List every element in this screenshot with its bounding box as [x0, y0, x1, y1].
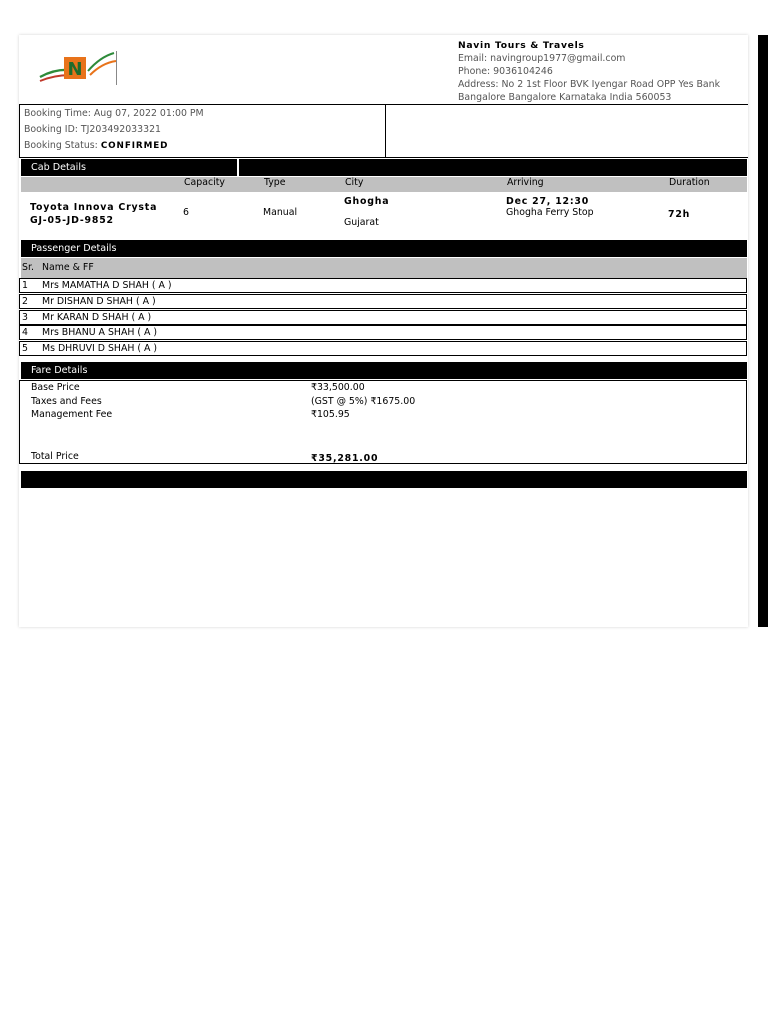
status-badge: CONFIRMED — [100, 141, 169, 151]
passenger-sr: 4 — [22, 327, 28, 338]
base-price-label: Base Price — [31, 382, 80, 393]
booking-id: Booking ID: TJ203492033321 — [24, 124, 161, 135]
col-type: Type — [264, 177, 286, 188]
col-arriving: Arriving — [507, 177, 544, 188]
vehicle-registration: GJ-05-JD-9852 — [30, 215, 114, 226]
company-info — [458, 39, 748, 104]
svg-text:N: N — [67, 59, 83, 80]
company-phone: Phone: 9036104246 — [458, 66, 553, 77]
col-city: City — [345, 177, 364, 188]
company-logo — [38, 49, 118, 89]
footer-bar — [21, 471, 747, 488]
company-address: Address: No 2 1st Floor BVK Iyengar Road OPP Yes Bank — [458, 79, 721, 90]
passenger-sr: 2 — [22, 296, 28, 307]
company-email: Email: navingroup1977@gmail.com — [458, 53, 626, 64]
cab-duration: 72h — [668, 209, 691, 220]
management-fee-value: ₹105.95 — [311, 409, 350, 420]
header-divider — [237, 159, 239, 176]
cab-city: Ghogha — [344, 196, 390, 207]
total-price-label: Total Price — [31, 451, 79, 462]
taxes-label: Taxes and Fees — [31, 396, 102, 407]
passenger-details-header — [21, 240, 747, 257]
col-duration: Duration — [669, 177, 710, 188]
base-price-value: ₹33,500.00 — [311, 382, 365, 393]
cab-table-header — [21, 177, 747, 192]
booking-status — [24, 140, 168, 151]
total-price-value: ₹35,281.00 — [311, 453, 379, 464]
management-fee-label: Management Fee — [31, 409, 113, 420]
cab-details-title: Cab Details — [31, 162, 86, 173]
taxes-value: (GST @ 5%) ₹1675.00 — [311, 396, 416, 407]
passenger-table-header — [21, 258, 747, 278]
passenger-details-title: Passenger Details — [31, 243, 117, 254]
arriving-time: Dec 27, 12:30 — [506, 196, 590, 207]
invoice-header — [19, 35, 748, 105]
passenger-sr: 1 — [22, 280, 28, 291]
vehicle-name: Toyota Innova Crysta — [30, 202, 158, 213]
cab-details-header — [21, 159, 747, 176]
booking-time: Booking Time: Aug 07, 2022 01:00 PM — [24, 108, 204, 119]
table-row — [19, 294, 747, 309]
booking-info-left — [19, 105, 386, 157]
booking-info — [19, 105, 748, 158]
table-row — [19, 341, 747, 356]
passenger-name: Ms DHRUVI D SHAH ( A ) — [42, 343, 158, 354]
arriving-place: Ghogha Ferry Stop — [506, 207, 594, 218]
passenger-name: Mr KARAN D SHAH ( A ) — [42, 312, 152, 323]
col-capacity: Capacity — [184, 177, 225, 188]
cab-type: Manual — [263, 207, 298, 218]
right-edge-bar — [758, 35, 768, 627]
col-sr: Sr. — [22, 262, 34, 273]
passenger-name: Mrs MAMATHA D SHAH ( A ) — [42, 280, 172, 291]
cab-state: Gujarat — [344, 217, 379, 228]
cab-capacity: 6 — [183, 207, 189, 218]
passenger-sr: 3 — [22, 312, 28, 323]
col-name: Name & FF — [42, 262, 94, 273]
table-row — [19, 278, 747, 293]
company-address-line2: Bangalore Bangalore Karnataka India 560053 — [458, 92, 672, 103]
fare-details-header — [21, 362, 747, 379]
passenger-name: Mrs BHANU A SHAH ( A ) — [42, 327, 158, 338]
company-name: Navin Tours & Travels — [458, 40, 585, 51]
fare-box — [19, 380, 747, 464]
table-row — [19, 310, 747, 325]
passenger-sr: 5 — [22, 343, 28, 354]
fare-details-title: Fare Details — [31, 365, 88, 376]
booking-status-label: Booking Status: — [24, 140, 101, 151]
table-row — [19, 325, 747, 340]
invoice-sheet — [19, 35, 748, 627]
passenger-name: Mr DISHAN D SHAH ( A ) — [42, 296, 156, 307]
